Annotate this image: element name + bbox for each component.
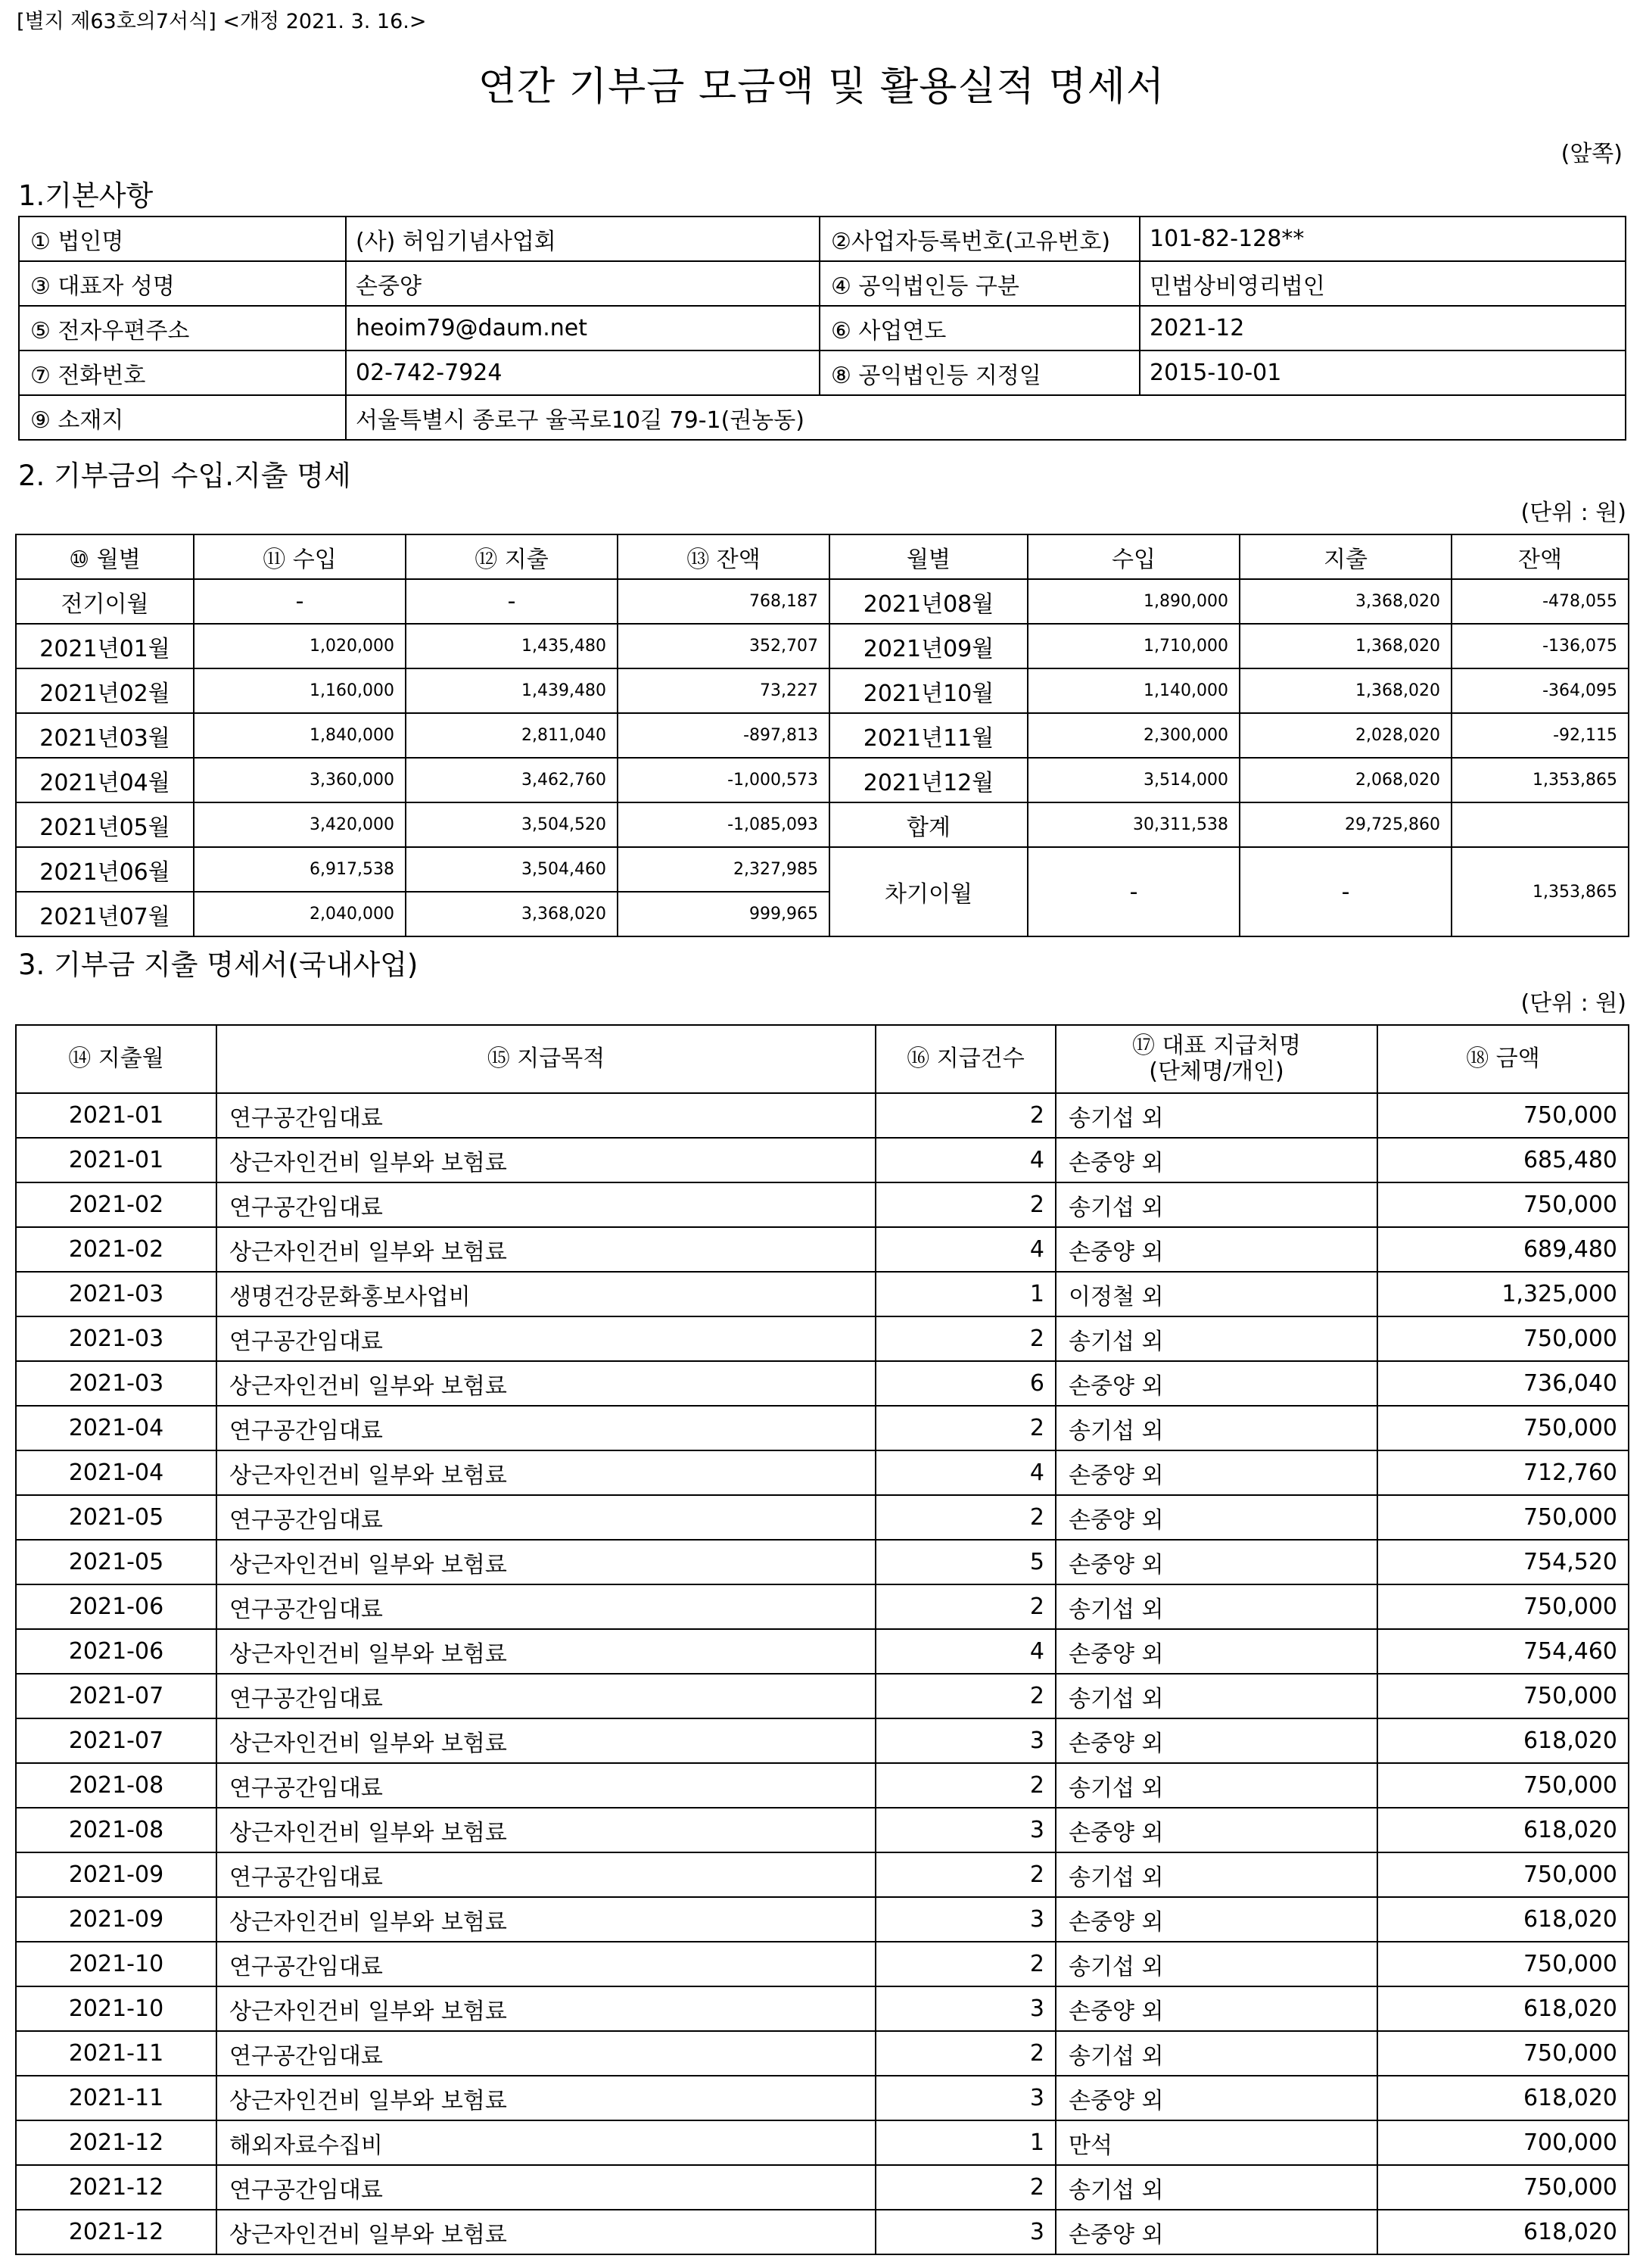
table-row [16,1450,1629,1495]
table-row [16,2120,1629,2165]
expense-month: 2021-07 [16,1674,216,1718]
expense-month: 2021-11 [16,2076,216,2120]
header-count: ⑯ 지급건수 [876,1025,1056,1093]
expense-purpose: 연구공간임대료 [216,1763,876,1808]
expense-month: 2021-12 [16,2165,216,2210]
income-cell: 3,420,000 [194,802,406,847]
expense-count: 2 [876,2031,1056,2076]
expense-month: 2021-05 [16,1540,216,1584]
info-label: ②사업자등록번호(고유번호) [820,217,1140,261]
table-row [16,1852,1629,1897]
expense-amount: 618,020 [1377,2210,1629,2254]
month-cell: 전기이월 [16,579,194,624]
expense-count: 2 [876,1763,1056,1808]
income-expense-table [15,534,1629,937]
table-row [16,1986,1629,2031]
info-row [19,261,1626,306]
table-row [16,1093,1629,1138]
expense-payee: 손중양 외 [1056,1495,1377,1540]
expense-count: 2 [876,1584,1056,1629]
table-row [16,1942,1629,1986]
expense-amount: 618,020 [1377,1897,1629,1942]
month-cell: 2021년10월 [829,668,1028,713]
expense-cell: - [406,579,618,624]
expense-month: 2021-03 [16,1316,216,1361]
balance-cell: 2,327,985 [618,847,829,892]
balance-cell: -136,075 [1452,624,1629,668]
domestic-expense-table [15,1024,1629,2255]
carry-forward-income: - [1028,847,1240,936]
table-row [16,1227,1629,1272]
expense-payee: 송기섭 외 [1056,1674,1377,1718]
table-row [16,2076,1629,2120]
info-row [19,306,1626,350]
expense-cell: 1,435,480 [406,624,618,668]
expense-month: 2021-08 [16,1808,216,1852]
info-value: 손중양 [346,261,820,306]
expense-month: 2021-06 [16,1629,216,1674]
expense-amount: 750,000 [1377,1763,1629,1808]
month-cell: 2021년05월 [16,802,194,847]
info-label: ⑤ 전자우편주소 [19,306,346,350]
section2-unit: (단위 : 원) [1520,500,1626,526]
expense-cell: 3,462,760 [406,758,618,802]
header-month: ⑭ 지출월 [16,1025,216,1093]
expense-amount: 618,020 [1377,2076,1629,2120]
expense-payee: 송기섭 외 [1056,2031,1377,2076]
table-row [16,1763,1629,1808]
month-cell: 2021년01월 [16,624,194,668]
monthly-row [16,713,1629,758]
month-cell: 2021년12월 [829,758,1028,802]
month-cell: 2021년09월 [829,624,1028,668]
expense-amount: 618,020 [1377,1986,1629,2031]
expense-payee: 송기섭 외 [1056,2165,1377,2210]
column-header: 잔액 [1452,534,1629,579]
expense-payee: 이정철 외 [1056,1272,1377,1316]
expense-purpose: 해외자료수집비 [216,2120,876,2165]
month-cell: 2021년11월 [829,713,1028,758]
expense-payee: 송기섭 외 [1056,1182,1377,1227]
expense-count: 4 [876,1450,1056,1495]
info-value: 101-82-128** [1140,217,1626,261]
expense-count: 2 [876,1316,1056,1361]
expense-payee: 손중양 외 [1056,1450,1377,1495]
header-purpose: ⑮ 지급목적 [216,1025,876,1093]
expense-purpose: 연구공간임대료 [216,1852,876,1897]
table-row [16,2165,1629,2210]
expense-cell: 2,028,020 [1240,713,1452,758]
expense-payee: 송기섭 외 [1056,1093,1377,1138]
expense-purpose: 상근자인건비 일부와 보험료 [216,1450,876,1495]
balance-cell: -478,055 [1452,579,1629,624]
info-row [19,217,1626,261]
expense-count: 3 [876,1718,1056,1763]
expense-amount: 700,000 [1377,2120,1629,2165]
table-row [16,1897,1629,1942]
expense-purpose: 상근자인건비 일부와 보험료 [216,1808,876,1852]
info-label: ① 법인명 [19,217,346,261]
expense-cell: 1,439,480 [406,668,618,713]
section2-heading: 2. 기부금의 수입.지출 명세 [18,460,351,492]
expense-purpose: 연구공간임대료 [216,1495,876,1540]
expense-month: 2021-12 [16,2210,216,2254]
balance-cell: -897,813 [618,713,829,758]
expense-count: 3 [876,1808,1056,1852]
expense-payee: 손중양 외 [1056,1138,1377,1182]
expense-purpose: 연구공간임대료 [216,2031,876,2076]
expense-count: 2 [876,1942,1056,1986]
income-cell: 2,040,000 [194,892,406,936]
monthly-row [16,847,1629,892]
table-row [16,1138,1629,1182]
expense-payee: 손중양 외 [1056,1227,1377,1272]
info-label: ⑦ 전화번호 [19,350,346,395]
expense-amount: 750,000 [1377,1942,1629,1986]
section3-heading: 3. 기부금 지출 명세서(국내사업) [18,949,419,981]
section1-heading: 1.기본사항 [18,179,154,212]
expense-amount: 750,000 [1377,1093,1629,1138]
expense-purpose: 연구공간임대료 [216,1584,876,1629]
expense-payee: 손중양 외 [1056,1718,1377,1763]
column-header: ⑪ 수입 [194,534,406,579]
info-row-address [19,395,1626,440]
expense-month: 2021-09 [16,1852,216,1897]
table-row [16,1361,1629,1406]
table-row [16,1674,1629,1718]
table-row [16,1629,1629,1674]
expense-month: 2021-06 [16,1584,216,1629]
income-cell: - [194,579,406,624]
info-label: ④ 공익법인등 구분 [820,261,1140,306]
info-value: 2021-12 [1140,306,1626,350]
expense-cell: 29,725,860 [1240,802,1452,847]
expense-payee: 송기섭 외 [1056,1406,1377,1450]
monthly-row [16,802,1629,847]
expense-amount: 736,040 [1377,1361,1629,1406]
info-row [19,350,1626,395]
expense-month: 2021-12 [16,2120,216,2165]
expense-purpose: 상근자인건비 일부와 보험료 [216,1540,876,1584]
document-title: 연간 기부금 모금액 및 활용실적 명세서 [478,64,1165,110]
table-row [16,1718,1629,1763]
expense-count: 5 [876,1540,1056,1584]
address-value: 서울특별시 종로구 율곡로10길 79-1(권농동) [346,395,1626,440]
income-cell: 3,514,000 [1028,758,1240,802]
expense-count: 4 [876,1227,1056,1272]
table-row [16,1272,1629,1316]
expense-count: 3 [876,2076,1056,2120]
table-row [16,1182,1629,1227]
expense-payee: 송기섭 외 [1056,1316,1377,1361]
income-cell: 2,300,000 [1028,713,1240,758]
expense-count: 4 [876,1629,1056,1674]
form-number: [별지 제63호의7서식] <개정 2021. 3. 16.> [17,10,427,33]
balance-cell [1452,802,1629,847]
expense-amount: 750,000 [1377,1406,1629,1450]
monthly-row [16,758,1629,802]
income-cell: 3,360,000 [194,758,406,802]
balance-cell: -1,085,093 [618,802,829,847]
carry-forward-label: 차기이월 [829,847,1028,936]
expense-count: 2 [876,1852,1056,1897]
expense-payee: 만석 [1056,2120,1377,2165]
balance-cell: -364,095 [1452,668,1629,713]
info-value: (사) 허임기념사업회 [346,217,820,261]
expense-purpose: 연구공간임대료 [216,2165,876,2210]
income-cell: 1,020,000 [194,624,406,668]
column-header: ⑩ 월별 [16,534,194,579]
expense-amount: 618,020 [1377,1808,1629,1852]
expense-month: 2021-08 [16,1763,216,1808]
expense-cell: 2,068,020 [1240,758,1452,802]
income-cell: 1,840,000 [194,713,406,758]
expense-purpose: 상근자인건비 일부와 보험료 [216,1986,876,2031]
table-row [16,1540,1629,1584]
expense-month: 2021-10 [16,1942,216,1986]
expense-amount: 618,020 [1377,1718,1629,1763]
expense-amount: 712,760 [1377,1450,1629,1495]
column-header: ⑫ 지출 [406,534,618,579]
income-cell: 1,140,000 [1028,668,1240,713]
expense-amount: 754,520 [1377,1540,1629,1584]
expense-purpose: 연구공간임대료 [216,1942,876,1986]
table-row [16,2210,1629,2254]
expense-amount: 1,325,000 [1377,1272,1629,1316]
expense-purpose: 연구공간임대료 [216,1093,876,1138]
expense-purpose: 상근자인건비 일부와 보험료 [216,1227,876,1272]
table-row [16,1584,1629,1629]
expense-amount: 750,000 [1377,1316,1629,1361]
expense-cell: 2,811,040 [406,713,618,758]
header-payee-line1: ⑰ 대표 지급처명 [1132,1033,1301,1059]
expense-month: 2021-02 [16,1182,216,1227]
expense-count: 6 [876,1361,1056,1406]
carry-forward-expense: - [1240,847,1452,936]
expense-purpose: 상근자인건비 일부와 보험료 [216,1361,876,1406]
expense-amount: 685,480 [1377,1138,1629,1182]
expense-amount: 689,480 [1377,1227,1629,1272]
info-value: 민법상비영리법인 [1140,261,1626,306]
expense-cell: 3,368,020 [1240,579,1452,624]
header-amount: ⑱ 금액 [1377,1025,1629,1093]
expense-count: 4 [876,1138,1056,1182]
expense-count: 1 [876,2120,1056,2165]
expense-payee: 손중양 외 [1056,1897,1377,1942]
expense-purpose: 상근자인건비 일부와 보험료 [216,1629,876,1674]
month-cell: 2021년07월 [16,892,194,936]
expense-payee: 송기섭 외 [1056,1942,1377,1986]
expense-payee: 손중양 외 [1056,1808,1377,1852]
month-cell: 2021년04월 [16,758,194,802]
income-cell: 1,160,000 [194,668,406,713]
expense-month: 2021-11 [16,2031,216,2076]
expense-count: 1 [876,1272,1056,1316]
expense-cell: 1,368,020 [1240,668,1452,713]
page-side-label: (앞쪽) [1561,141,1623,167]
balance-cell: 352,707 [618,624,829,668]
expense-cell: 3,504,460 [406,847,618,892]
expense-month: 2021-10 [16,1986,216,2031]
balance-cell: 999,965 [618,892,829,936]
table-row [16,2031,1629,2076]
balance-cell: -1,000,573 [618,758,829,802]
income-cell: 1,890,000 [1028,579,1240,624]
month-cell: 2021년02월 [16,668,194,713]
expense-amount: 750,000 [1377,2031,1629,2076]
balance-cell: 73,227 [618,668,829,713]
balance-cell: 768,187 [618,579,829,624]
expense-count: 2 [876,1495,1056,1540]
basic-info-table [18,216,1626,441]
expense-amount: 750,000 [1377,1584,1629,1629]
monthly-row [16,624,1629,668]
income-cell: 1,710,000 [1028,624,1240,668]
expense-purpose: 연구공간임대료 [216,1406,876,1450]
info-value: 2015-10-01 [1140,350,1626,395]
info-value: heoim79@daum.net [346,306,820,350]
address-label: ⑨ 소재지 [19,395,346,440]
info-value: 02-742-7924 [346,350,820,395]
column-header: 지출 [1240,534,1452,579]
table-row [16,1406,1629,1450]
expense-cell: 1,368,020 [1240,624,1452,668]
balance-cell: -92,115 [1452,713,1629,758]
monthly-row [16,579,1629,624]
month-cell: 2021년03월 [16,713,194,758]
expense-payee: 손중양 외 [1056,1629,1377,1674]
expense-purpose: 상근자인건비 일부와 보험료 [216,2076,876,2120]
expense-month: 2021-01 [16,1138,216,1182]
expense-amount: 750,000 [1377,1495,1629,1540]
table-row [16,1495,1629,1540]
monthly-row [16,668,1629,713]
expense-month: 2021-03 [16,1361,216,1406]
section3-unit: (단위 : 원) [1520,990,1626,1017]
expense-payee: 손중양 외 [1056,2210,1377,2254]
expense-amount: 750,000 [1377,2165,1629,2210]
expense-month: 2021-03 [16,1272,216,1316]
expense-purpose: 상근자인건비 일부와 보험료 [216,1897,876,1942]
expense-payee: 손중양 외 [1056,1540,1377,1584]
expense-count: 2 [876,1674,1056,1718]
expense-count: 3 [876,2210,1056,2254]
expense-purpose: 상근자인건비 일부와 보험료 [216,1138,876,1182]
expense-purpose: 상근자인건비 일부와 보험료 [216,1718,876,1763]
month-cell: 2021년08월 [829,579,1028,624]
expense-count: 2 [876,2165,1056,2210]
month-cell: 2021년06월 [16,847,194,892]
header-payee-line2: (단체명/개인) [1149,1058,1284,1085]
table-row [16,1808,1629,1852]
expense-amount: 750,000 [1377,1182,1629,1227]
expense-purpose: 연구공간임대료 [216,1182,876,1227]
expense-purpose: 연구공간임대료 [216,1316,876,1361]
expense-payee: 손중양 외 [1056,2076,1377,2120]
expense-month: 2021-05 [16,1495,216,1540]
expense-amount: 754,460 [1377,1629,1629,1674]
expense-month: 2021-07 [16,1718,216,1763]
expense-payee: 송기섭 외 [1056,1763,1377,1808]
expense-month: 2021-04 [16,1406,216,1450]
header-payee [1056,1025,1377,1093]
expense-purpose: 상근자인건비 일부와 보험료 [216,2210,876,2254]
expense-month: 2021-02 [16,1227,216,1272]
expense-count: 3 [876,1986,1056,2031]
expense-cell: 3,504,520 [406,802,618,847]
month-cell: 합계 [829,802,1028,847]
expense-cell: 3,368,020 [406,892,618,936]
expense-month: 2021-09 [16,1897,216,1942]
expense-payee: 손중양 외 [1056,1986,1377,2031]
carry-forward-balance: 1,353,865 [1452,847,1629,936]
info-label: ⑧ 공익법인등 지정일 [820,350,1140,395]
expense-payee: 송기섭 외 [1056,1584,1377,1629]
income-cell: 30,311,538 [1028,802,1240,847]
expense-amount: 750,000 [1377,1852,1629,1897]
expense-count: 2 [876,1093,1056,1138]
expense-purpose: 생명건강문화홍보사업비 [216,1272,876,1316]
balance-cell: 1,353,865 [1452,758,1629,802]
column-header: ⑬ 잔액 [618,534,829,579]
expense-count: 3 [876,1897,1056,1942]
expense-payee: 손중양 외 [1056,1361,1377,1406]
expense-amount: 750,000 [1377,1674,1629,1718]
expense-purpose: 연구공간임대료 [216,1674,876,1718]
info-label: ⑥ 사업연도 [820,306,1140,350]
column-header: 수입 [1028,534,1240,579]
table-row [16,1316,1629,1361]
expense-count: 2 [876,1406,1056,1450]
info-label: ③ 대표자 성명 [19,261,346,306]
expense-month: 2021-01 [16,1093,216,1138]
expense-count: 2 [876,1182,1056,1227]
column-header: 월별 [829,534,1028,579]
expense-month: 2021-04 [16,1450,216,1495]
expense-payee: 송기섭 외 [1056,1852,1377,1897]
income-cell: 6,917,538 [194,847,406,892]
